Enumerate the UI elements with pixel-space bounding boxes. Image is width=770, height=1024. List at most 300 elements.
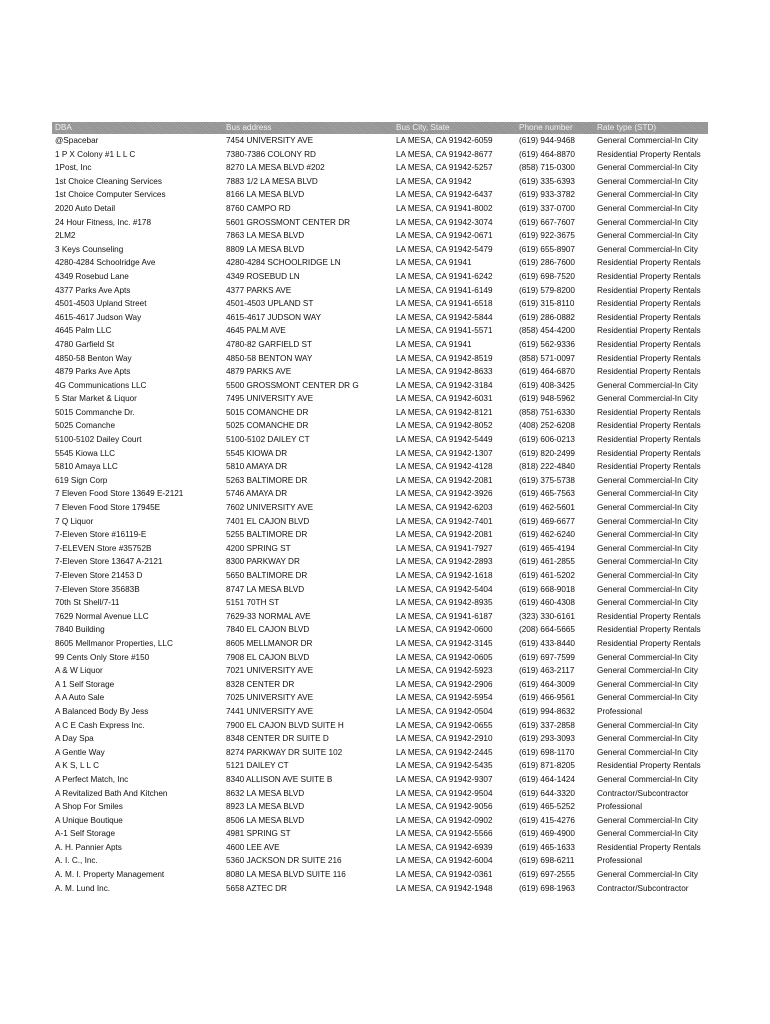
bus-address-cell: 5810 AMAYA DR: [226, 462, 288, 472]
phone-number-cell: (619) 286-0882: [519, 312, 575, 322]
rate-type-cell: Residential Property Rentals: [597, 353, 701, 363]
rate-type-cell: General Commercial-In City: [597, 598, 699, 608]
bus-address-cell: 8340 ALLISON AVE SUITE B: [226, 774, 333, 784]
bus-address-cell: 5601 GROSSMONT CENTER DR: [226, 217, 351, 227]
table-row: [52, 270, 708, 284]
bus-city-state-cell: LA MESA, CA 91942-5923: [396, 666, 493, 676]
dba-cell: 1st Choice Cleaning Services: [55, 176, 162, 186]
phone-number-cell: (619) 655-8907: [519, 244, 575, 254]
phone-number-cell: (619) 469-6677: [519, 516, 575, 526]
phone-number-cell: (619) 994-8632: [519, 706, 575, 716]
bus-city-state-cell: LA MESA, CA 91942-3074: [396, 217, 493, 227]
bus-address-cell: 8506 LA MESA BLVD: [226, 815, 305, 825]
dba-cell: A. M. Lund Inc.: [55, 883, 111, 893]
phone-number-cell: (619) 464-6870: [519, 367, 575, 377]
rate-type-cell: Residential Property Rentals: [597, 638, 701, 648]
table-row: [52, 623, 708, 637]
phone-number-cell: (818) 222-4840: [519, 462, 575, 472]
bus-address-cell: 7602 UNIVERSITY AVE: [226, 503, 314, 513]
phone-number-cell: (619) 337-0700: [519, 203, 575, 213]
rate-type-cell: Contractor/Subcontractor: [597, 883, 689, 893]
bus-city-state-cell: LA MESA, CA 91942-2906: [396, 679, 493, 689]
table-row: [52, 637, 708, 651]
dba-cell: 99 Cents Only Store #150: [55, 652, 150, 662]
table-row: [52, 460, 708, 474]
bus-city-state-cell: LA MESA, CA 91942-5435: [396, 761, 493, 771]
table-row: [52, 596, 708, 610]
bus-city-state-cell: LA MESA, CA 91942-4128: [396, 462, 493, 472]
rate-type-cell: General Commercial-In City: [597, 203, 699, 213]
phone-number-cell: (619) 948-5962: [519, 394, 575, 404]
phone-number-cell: (619) 465-5252: [519, 802, 575, 812]
phone-number-cell: (619) 922-3675: [519, 231, 575, 241]
phone-number-cell: (619) 820-2499: [519, 448, 575, 458]
bus-address-cell: 8923 LA MESA BLVD: [226, 802, 305, 812]
rate-type-cell: General Commercial-In City: [597, 163, 699, 173]
rate-type-cell: General Commercial-In City: [597, 774, 699, 784]
dba-cell: 5025 Comanche: [55, 421, 116, 431]
bus-address-cell: 5015 COMANCHE DR: [226, 407, 309, 417]
table-row: [52, 732, 708, 746]
dba-cell: 7-Eleven Store #16119-E: [55, 530, 147, 540]
bus-address-cell: 7908 EL CAJON BLVD: [226, 652, 310, 662]
phone-number-cell: (619) 460-4308: [519, 598, 575, 608]
phone-number-cell: (323) 330-6161: [519, 611, 575, 621]
dba-cell: 5015 Commanche Dr.: [55, 407, 135, 417]
rate-type-cell: Residential Property Rentals: [597, 462, 701, 472]
rate-type-cell: General Commercial-In City: [597, 652, 699, 662]
rate-type-cell: General Commercial-In City: [597, 136, 699, 145]
dba-cell: 1st Choice Computer Services: [55, 190, 166, 200]
table-row: [52, 814, 708, 828]
bus-city-state-cell: LA MESA, CA 91942-6939: [396, 842, 493, 852]
bus-address-cell: 8300 PARKWAY DR: [226, 557, 300, 567]
bus-address-cell: 7380-7386 COLONY RD: [226, 149, 316, 159]
bus-city-state-cell: LA MESA, CA 91942-0655: [396, 720, 493, 730]
dba-cell: A-1 Self Storage: [55, 829, 116, 839]
phone-number-cell: (619) 667-7607: [519, 217, 575, 227]
bus-city-state-cell: LA MESA, CA 91941-6518: [396, 299, 493, 309]
dba-cell: 4850-58 Benton Way: [55, 353, 132, 363]
table-header-row: [52, 122, 708, 134]
rate-type-cell: General Commercial-In City: [597, 503, 699, 513]
phone-number-cell: (619) 433-8440: [519, 638, 575, 648]
rate-type-cell: General Commercial-In City: [597, 380, 699, 390]
table-row: [52, 324, 708, 338]
bus-city-state-cell: LA MESA, CA 91942-6437: [396, 190, 493, 200]
table-row: [52, 161, 708, 175]
dba-cell: 70th St Shell/7-11: [55, 598, 120, 608]
bus-address-cell: 4780-82 GARFIELD ST: [226, 339, 313, 349]
phone-number-cell: (619) 375-5738: [519, 475, 575, 485]
phone-number-cell: (858) 571-0097: [519, 353, 575, 363]
rate-type-cell: Contractor/Subcontractor: [597, 788, 689, 798]
bus-address-cell: 5746 AMAYA DR: [226, 489, 288, 499]
bus-address-cell: 5263 BALTIMORE DR: [226, 475, 308, 485]
dba-cell: 7 Eleven Food Store 17945E: [55, 503, 161, 513]
phone-number-cell: (408) 252-6208: [519, 421, 575, 431]
table-row: [52, 175, 708, 189]
rate-type-cell: General Commercial-In City: [597, 530, 699, 540]
phone-number-cell: (619) 415-4276: [519, 815, 575, 825]
table-row: [52, 542, 708, 556]
bus-city-state-cell: LA MESA, CA 91942-1618: [396, 571, 493, 580]
rate-type-cell: Professional: [597, 706, 643, 716]
dba-cell: A Balanced Body By Jess: [55, 706, 149, 716]
bus-address-cell: 4280-4284 SCHOOLRIDGE LN: [226, 258, 341, 268]
column-header-bus-city-state: Bus City, State: [396, 123, 450, 132]
rate-type-cell: Residential Property Rentals: [597, 625, 701, 635]
rate-type-cell: Residential Property Rentals: [597, 326, 701, 336]
bus-address-cell: 7840 EL CAJON BLVD: [226, 625, 310, 635]
dba-cell: 4501-4503 Upland Street: [55, 299, 147, 309]
bus-city-state-cell: LA MESA, CA 91941: [396, 258, 472, 268]
phone-number-cell: (619) 337-2858: [519, 720, 575, 730]
phone-number-cell: (858) 454-4200: [519, 326, 575, 336]
phone-number-cell: (619) 315-8110: [519, 299, 575, 309]
bus-address-cell: 8166 LA MESA BLVD: [226, 190, 305, 200]
bus-city-state-cell: LA MESA, CA 91942-8677: [396, 149, 493, 159]
bus-city-state-cell: LA MESA, CA 91942-0671: [396, 231, 493, 241]
dba-cell: 7 Q Liquor: [55, 516, 94, 526]
table-body: [52, 134, 708, 895]
dba-cell: A K S, L L C: [55, 761, 99, 771]
bus-city-state-cell: LA MESA, CA 91942-0361: [396, 870, 493, 880]
phone-number-cell: (619) 668-9018: [519, 584, 575, 594]
table-row: [52, 868, 708, 882]
dba-cell: 4377 Parks Ave Apts: [55, 285, 131, 295]
bus-address-cell: 4377 PARKS AVE: [226, 285, 292, 295]
table-row: [52, 297, 708, 311]
rate-type-cell: General Commercial-In City: [597, 543, 699, 553]
bus-address-cell: 7025 UNIVERSITY AVE: [226, 693, 314, 703]
bus-city-state-cell: LA MESA, CA 91942-9056: [396, 802, 493, 812]
dba-cell: 24 Hour Fitness, Inc. #178: [55, 217, 152, 227]
rate-type-cell: General Commercial-In City: [597, 231, 699, 241]
table-row: [52, 392, 708, 406]
dba-cell: 7-ELEVEN Store #35752B: [55, 543, 152, 553]
phone-number-cell: (208) 664-5665: [519, 625, 575, 635]
dba-cell: A Revitalized Bath And Kitchen: [55, 788, 168, 798]
bus-city-state-cell: LA MESA, CA 91942-2081: [396, 530, 493, 540]
rate-type-cell: General Commercial-In City: [597, 176, 699, 186]
table-row: [52, 406, 708, 420]
phone-number-cell: (619) 871-8205: [519, 761, 575, 771]
business-license-table: [52, 122, 708, 895]
dba-cell: 4879 Parks Ave Apts: [55, 367, 131, 377]
phone-number-cell: (619) 698-1170: [519, 747, 575, 757]
bus-city-state-cell: LA MESA, CA 91942-8121: [396, 407, 493, 417]
bus-city-state-cell: LA MESA, CA 91942-5257: [396, 163, 493, 173]
dba-cell: 4280-4284 Schoolridge Ave: [55, 258, 156, 268]
phone-number-cell: (619) 461-2855: [519, 557, 575, 567]
bus-city-state-cell: LA MESA, CA 91942-0902: [396, 815, 493, 825]
bus-address-cell: 8274 PARKWAY DR SUITE 102: [226, 747, 343, 757]
bus-address-cell: 8747 LA MESA BLVD: [226, 584, 305, 594]
rate-type-cell: Professional: [597, 802, 643, 812]
bus-city-state-cell: LA MESA, CA 91942-8633: [396, 367, 493, 377]
rate-type-cell: General Commercial-In City: [597, 571, 699, 580]
rate-type-cell: Residential Property Rentals: [597, 149, 701, 159]
bus-address-cell: 7863 LA MESA BLVD: [226, 231, 305, 241]
phone-number-cell: (619) 463-2117: [519, 666, 575, 676]
bus-address-cell: 8605 MELLMANOR DR: [226, 638, 313, 648]
bus-address-cell: 4879 PARKS AVE: [226, 367, 292, 377]
bus-city-state-cell: LA MESA, CA 91942-5449: [396, 435, 493, 445]
bus-address-cell: 5658 AZTEC DR: [226, 883, 287, 893]
bus-address-cell: 8348 CENTER DR SUITE D: [226, 734, 329, 744]
phone-number-cell: (619) 465-7563: [519, 489, 575, 499]
phone-number-cell: (619) 698-6211: [519, 856, 575, 866]
bus-city-state-cell: LA MESA, CA 91942-2893: [396, 557, 493, 567]
dba-cell: A & W Liquor: [55, 666, 103, 676]
bus-address-cell: 4850-58 BENTON WAY: [226, 353, 313, 363]
table-row: [52, 691, 708, 705]
table-row: [52, 229, 708, 243]
rate-type-cell: General Commercial-In City: [597, 829, 699, 839]
bus-address-cell: 5025 COMANCHE DR: [226, 421, 309, 431]
bus-address-cell: 5360 JACKSON DR SUITE 216: [226, 856, 342, 866]
phone-number-cell: (619) 335-6393: [519, 176, 575, 186]
rate-type-cell: Residential Property Rentals: [597, 435, 701, 445]
phone-number-cell: (619) 697-7599: [519, 652, 575, 662]
rate-type-cell: Residential Property Rentals: [597, 312, 701, 322]
dba-cell: A Day Spa: [55, 734, 94, 744]
table-row: [52, 365, 708, 379]
bus-address-cell: 8809 LA MESA BLVD: [226, 244, 305, 254]
phone-number-cell: (619) 579-8200: [519, 285, 575, 295]
bus-city-state-cell: LA MESA, CA 91942-8935: [396, 598, 493, 608]
phone-number-cell: (619) 461-5202: [519, 571, 575, 580]
bus-city-state-cell: LA MESA, CA 91942-2910: [396, 734, 493, 744]
rate-type-cell: Residential Property Rentals: [597, 271, 701, 281]
rate-type-cell: General Commercial-In City: [597, 584, 699, 594]
dba-cell: 619 Sign Corp: [55, 475, 108, 485]
rate-type-cell: General Commercial-In City: [597, 747, 699, 757]
phone-number-cell: (619) 465-1633: [519, 842, 575, 852]
bus-address-cell: 4645 PALM AVE: [226, 326, 286, 336]
bus-address-cell: 5255 BALTIMORE DR: [226, 530, 308, 540]
rate-type-cell: Residential Property Rentals: [597, 367, 701, 377]
table-row: [52, 759, 708, 773]
table-row: [52, 827, 708, 841]
dba-cell: 4780 Garfield St: [55, 339, 115, 349]
table-row: [52, 610, 708, 624]
bus-city-state-cell: LA MESA, CA 91942-6203: [396, 503, 493, 513]
bus-city-state-cell: LA MESA, CA 91942-5479: [396, 244, 493, 254]
rate-type-cell: Residential Property Rentals: [597, 285, 701, 295]
rate-type-cell: Residential Property Rentals: [597, 339, 701, 349]
dba-cell: A. M. I. Property Management: [55, 870, 165, 880]
dba-cell: 4615-4617 Judson Way: [55, 312, 142, 322]
column-header-bus-address: Bus address: [226, 123, 272, 132]
bus-city-state-cell: LA MESA, CA 91941-7927: [396, 543, 493, 553]
phone-number-cell: (619) 562-9336: [519, 339, 575, 349]
phone-number-cell: (619) 464-3009: [519, 679, 575, 689]
bus-city-state-cell: LA MESA, CA 91942-5566: [396, 829, 493, 839]
bus-city-state-cell: LA MESA, CA 91941-6187: [396, 611, 493, 621]
dba-cell: 2020 Auto Detail: [55, 203, 116, 213]
rate-type-cell: General Commercial-In City: [597, 666, 699, 676]
dba-cell: 4G Communications LLC: [55, 380, 147, 390]
rate-type-cell: General Commercial-In City: [597, 244, 699, 254]
phone-number-cell: (619) 469-4900: [519, 829, 575, 839]
bus-address-cell: 5545 KIOWA DR: [226, 448, 288, 458]
bus-address-cell: 7441 UNIVERSITY AVE: [226, 706, 314, 716]
dba-cell: A C E Cash Express Inc.: [55, 720, 145, 730]
dba-cell: A Gentle Way: [55, 747, 105, 757]
bus-address-cell: 8270 LA MESA BLVD #202: [226, 163, 325, 173]
rate-type-cell: Residential Property Rentals: [597, 258, 701, 268]
dba-cell: A Unique Boutique: [55, 815, 123, 825]
phone-number-cell: (619) 462-5601: [519, 503, 575, 513]
bus-address-cell: 4615-4617 JUDSON WAY: [226, 312, 322, 322]
dba-cell: A. I. C., Inc.: [55, 856, 98, 866]
column-header-rate-type: Rate type (STD): [597, 123, 657, 132]
bus-city-state-cell: LA MESA, CA 91942-5844: [396, 312, 493, 322]
phone-number-cell: (858) 751-6330: [519, 407, 575, 417]
bus-address-cell: 4200 SPRING ST: [226, 543, 291, 553]
bus-city-state-cell: LA MESA, CA 91942-3926: [396, 489, 493, 499]
dba-cell: 3 Keys Counseling: [55, 244, 124, 254]
phone-number-cell: (619) 933-3782: [519, 190, 575, 200]
bus-city-state-cell: LA MESA, CA 91942-3145: [396, 638, 493, 648]
phone-number-cell: (619) 464-8870: [519, 149, 575, 159]
phone-number-cell: (619) 462-6240: [519, 530, 575, 540]
phone-number-cell: (619) 606-0213: [519, 435, 575, 445]
bus-city-state-cell: LA MESA, CA 91942-9307: [396, 774, 493, 784]
table-row: [52, 651, 708, 665]
bus-city-state-cell: LA MESA, CA 91942-6031: [396, 394, 493, 404]
bus-city-state-cell: LA MESA, CA 91941-6149: [396, 285, 493, 295]
table-row: [52, 379, 708, 393]
bus-city-state-cell: LA MESA, CA 91942: [396, 176, 472, 186]
rate-type-cell: Residential Property Rentals: [597, 421, 701, 431]
bus-address-cell: 8760 CAMPO RD: [226, 203, 291, 213]
table-row: [52, 841, 708, 855]
table-row: [52, 882, 708, 896]
phone-number-cell: (858) 715-0300: [519, 163, 575, 173]
bus-city-state-cell: LA MESA, CA 91942-7401: [396, 516, 493, 526]
dba-cell: 7-Eleven Store 13647 A-2121: [55, 557, 163, 567]
phone-number-cell: (619) 465-4194: [519, 543, 575, 553]
dba-cell: @Spacebar: [55, 136, 99, 145]
phone-number-cell: (619) 698-7520: [519, 271, 575, 281]
rate-type-cell: General Commercial-In City: [597, 217, 699, 227]
bus-city-state-cell: LA MESA, CA 91942-9504: [396, 788, 493, 798]
rate-type-cell: General Commercial-In City: [597, 557, 699, 567]
table-row: [52, 787, 708, 801]
bus-address-cell: 5121 DAILEY CT: [226, 761, 289, 771]
column-header-phone-number: Phone number: [519, 123, 573, 132]
table-row: [52, 243, 708, 257]
bus-address-cell: 7021 UNIVERSITY AVE: [226, 666, 314, 676]
rate-type-cell: Professional: [597, 856, 643, 866]
bus-city-state-cell: LA MESA, CA 91942-5404: [396, 584, 493, 594]
table-row: [52, 447, 708, 461]
table-row: [52, 569, 708, 583]
table-row: [52, 583, 708, 597]
table-row: [52, 284, 708, 298]
phone-number-cell: (619) 698-1963: [519, 883, 575, 893]
rate-type-cell: Residential Property Rentals: [597, 611, 701, 621]
bus-address-cell: 5100-5102 DAILEY CT: [226, 435, 310, 445]
bus-address-cell: 7883 1/2 LA MESA BLVD: [226, 176, 318, 186]
dba-cell: A Shop For Smiles: [55, 802, 123, 812]
dba-cell: 7-Eleven Store 21453 D: [55, 571, 143, 580]
bus-city-state-cell: LA MESA, CA 91941-5571: [396, 326, 493, 336]
rate-type-cell: Residential Property Rentals: [597, 407, 701, 417]
phone-number-cell: (619) 408-3425: [519, 380, 575, 390]
bus-address-cell: 4600 LEE AVE: [226, 842, 280, 852]
table-row: [52, 773, 708, 787]
dba-cell: A 1 Self Storage: [55, 679, 115, 689]
table-row: [52, 134, 708, 148]
dba-cell: 5810 Amaya LLC: [55, 462, 118, 472]
bus-city-state-cell: LA MESA, CA 91941-8002: [396, 203, 493, 213]
bus-city-state-cell: LA MESA, CA 91942-2445: [396, 747, 493, 757]
bus-city-state-cell: LA MESA, CA 91942-3184: [396, 380, 493, 390]
table-row: [52, 256, 708, 270]
table-row: [52, 202, 708, 216]
dba-cell: 7629 Normal Avenue LLC: [55, 611, 149, 621]
rate-type-cell: Residential Property Rentals: [597, 761, 701, 771]
dba-cell: 4645 Palm LLC: [55, 326, 112, 336]
dba-cell: 5100-5102 Dailey Court: [55, 435, 142, 445]
phone-number-cell: (619) 464-1424: [519, 774, 575, 784]
dba-cell: 4349 Rosebud Lane: [55, 271, 129, 281]
bus-address-cell: 7629-33 NORMAL AVE: [226, 611, 311, 621]
table-row: [52, 705, 708, 719]
column-header-dba: DBA: [55, 123, 72, 132]
dba-cell: 7 Eleven Food Store 13649 E-2121: [55, 489, 184, 499]
bus-city-state-cell: LA MESA, CA 91942-1307: [396, 448, 493, 458]
bus-city-state-cell: LA MESA, CA 91941-6242: [396, 271, 493, 281]
bus-city-state-cell: LA MESA, CA 91942-0600: [396, 625, 493, 635]
dba-cell: 7-Eleven Store 35683B: [55, 584, 140, 594]
rate-type-cell: General Commercial-In City: [597, 475, 699, 485]
table-row: [52, 678, 708, 692]
dba-cell: 2LM2: [55, 231, 76, 241]
phone-number-cell: (619) 466-9561: [519, 693, 575, 703]
rate-type-cell: Residential Property Rentals: [597, 299, 701, 309]
rate-type-cell: Residential Property Rentals: [597, 448, 701, 458]
table-row: [52, 501, 708, 515]
bus-city-state-cell: LA MESA, CA 91942-1948: [396, 883, 493, 893]
bus-city-state-cell: LA MESA, CA 91942-0605: [396, 652, 493, 662]
bus-address-cell: 4349 ROSEBUD LN: [226, 271, 300, 281]
dba-cell: A A Auto Sale: [55, 693, 105, 703]
rate-type-cell: General Commercial-In City: [597, 693, 699, 703]
dba-cell: A. H. Pannier Apts: [55, 842, 122, 852]
table-row: [52, 148, 708, 162]
dba-cell: 5545 Kiowa LLC: [55, 448, 116, 458]
bus-address-cell: 5650 BALTIMORE DR: [226, 571, 308, 580]
bus-address-cell: 8328 CENTER DR: [226, 679, 295, 689]
dba-cell: 7840 Building: [55, 625, 105, 635]
rate-type-cell: General Commercial-In City: [597, 815, 699, 825]
rate-type-cell: General Commercial-In City: [597, 489, 699, 499]
table-row: [52, 433, 708, 447]
bus-address-cell: 4981 SPRING ST: [226, 829, 291, 839]
table-row: [52, 854, 708, 868]
phone-number-cell: (619) 644-3320: [519, 788, 575, 798]
bus-address-cell: 4501-4503 UPLAND ST: [226, 299, 314, 309]
bus-city-state-cell: LA MESA, CA 91942-6004: [396, 856, 493, 866]
bus-city-state-cell: LA MESA, CA 91942-6059: [396, 136, 493, 145]
table-row: [52, 719, 708, 733]
bus-address-cell: 7401 EL CAJON BLVD: [226, 516, 310, 526]
